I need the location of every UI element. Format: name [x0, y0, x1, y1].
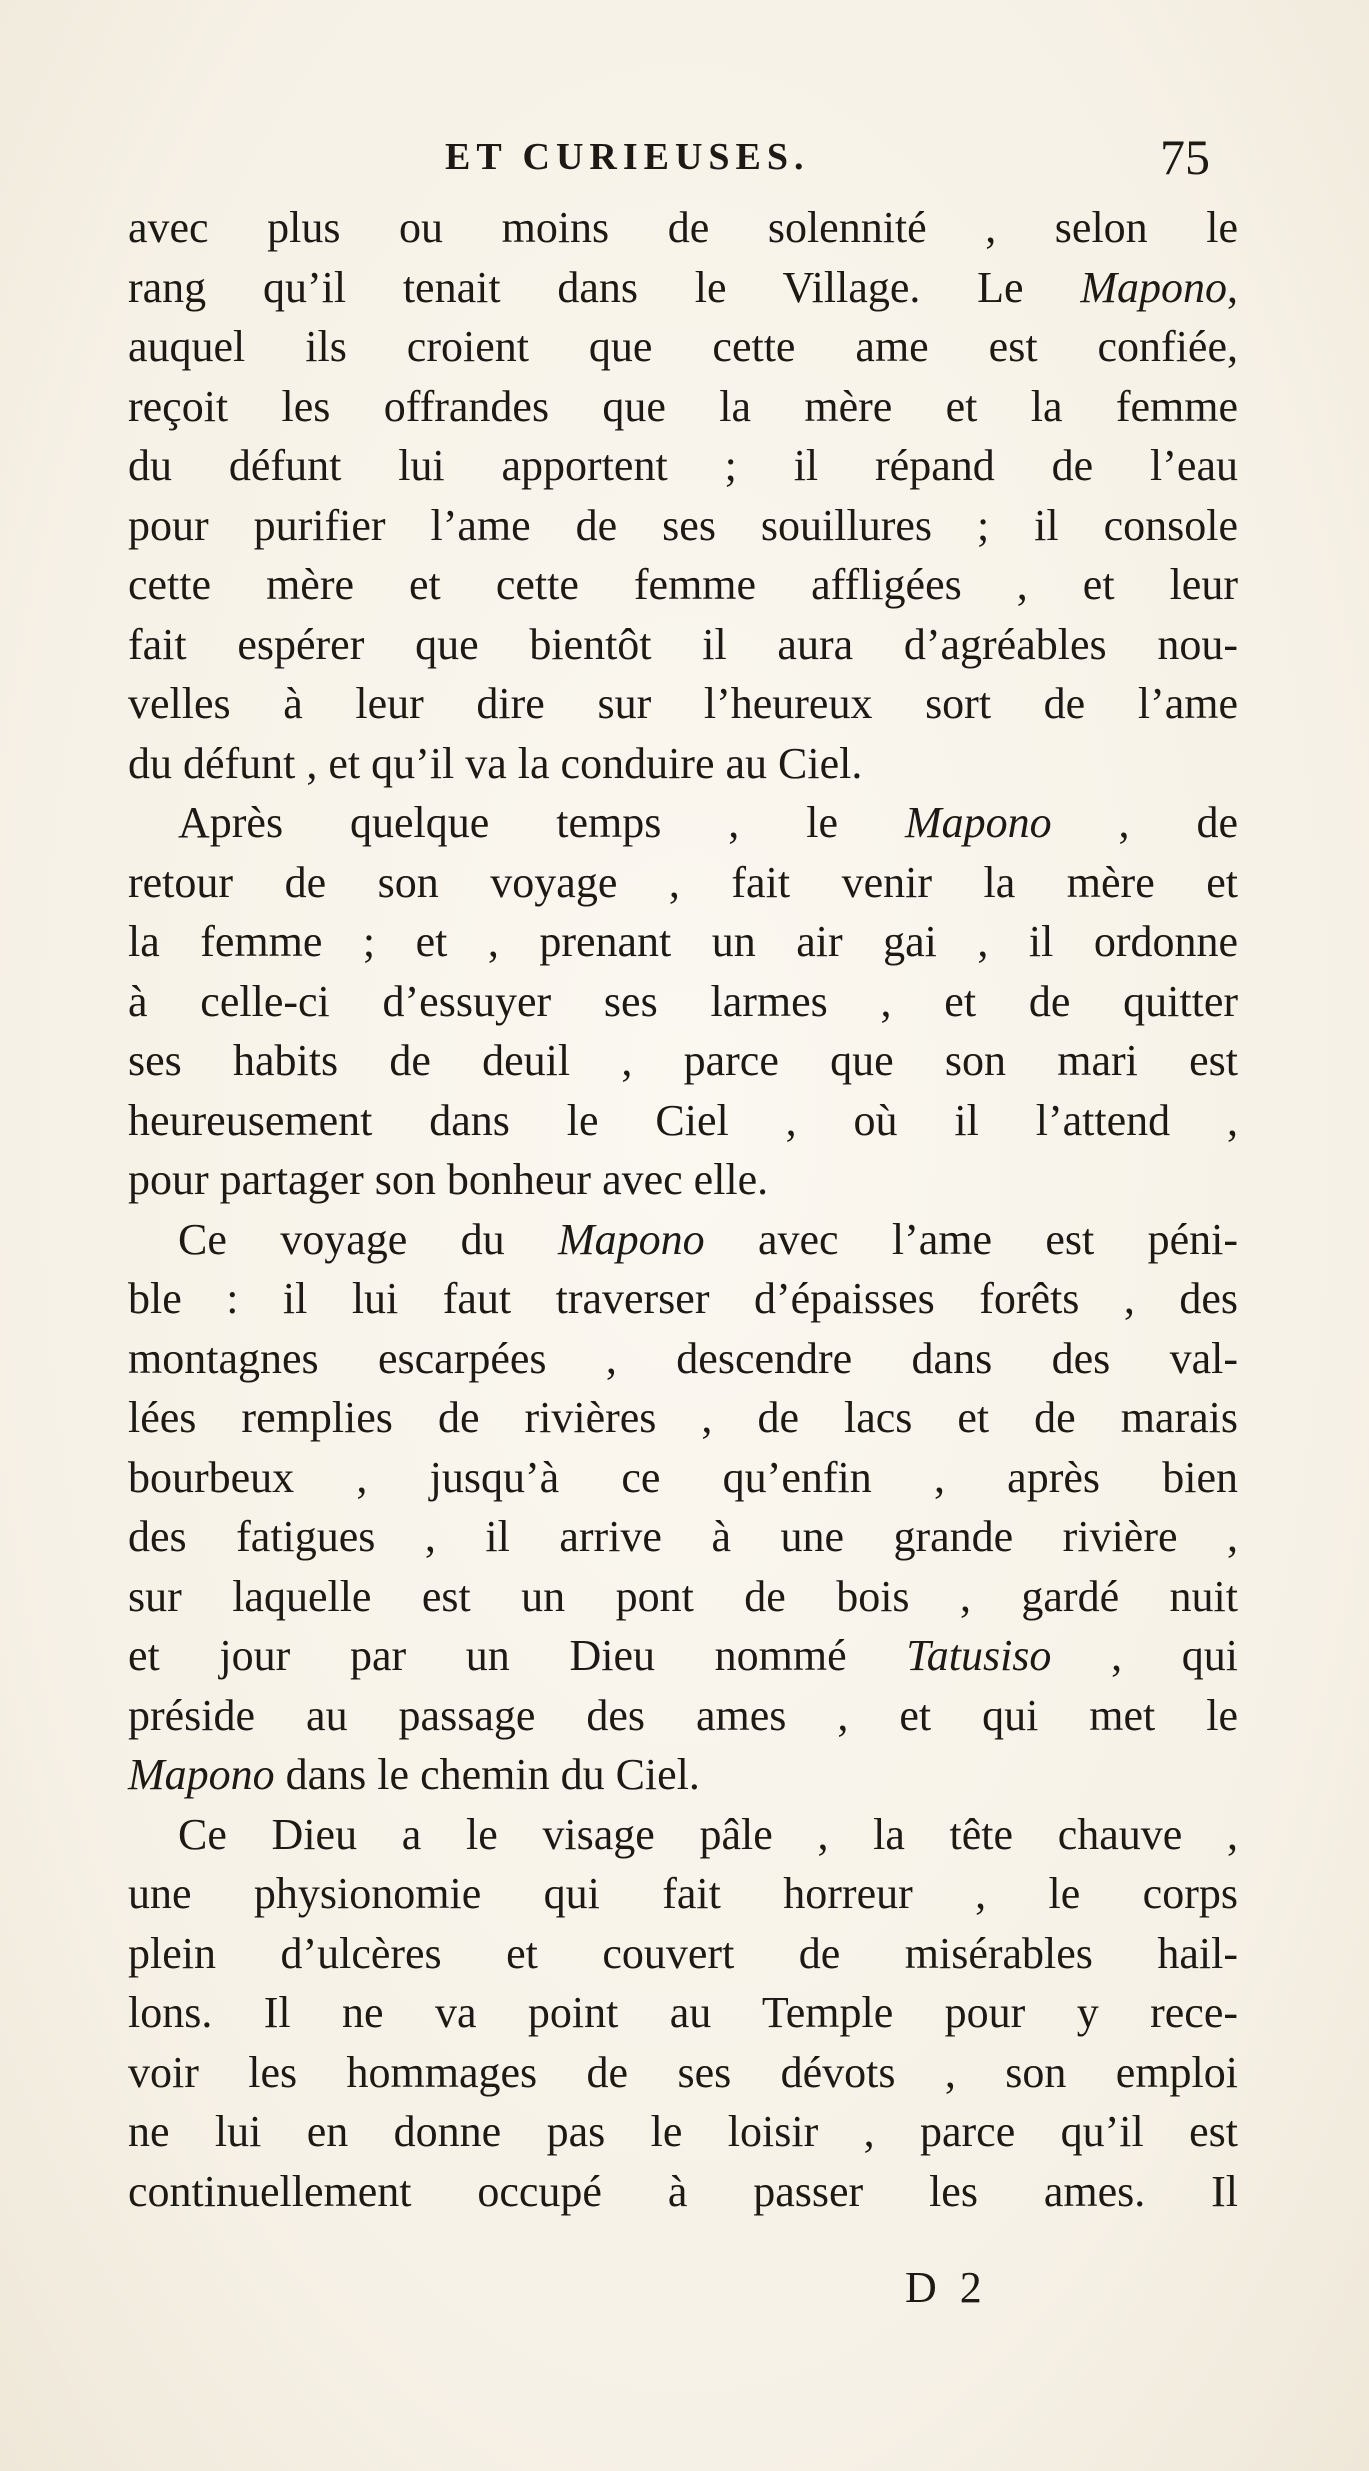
text-line	[128, 258, 1238, 318]
text-line	[128, 1388, 1238, 1448]
text-segment: cette mère et cette femme affligées , et leur	[128, 560, 1238, 609]
body-text	[128, 198, 1238, 2221]
text-line	[128, 1150, 1238, 1210]
page-number: 75	[1160, 129, 1210, 185]
text-line	[128, 2043, 1238, 2103]
text-line	[128, 1091, 1238, 1151]
text-line	[128, 1269, 1238, 1329]
text-segment: préside au passage des ames , et qui met le	[128, 1690, 1238, 1740]
text-line	[128, 198, 1238, 258]
text-segment: et jour par un Dieu nommé	[128, 1631, 907, 1680]
text-segment: rang qu’il tenait dans le Village. Le	[128, 262, 1081, 312]
text-line	[128, 1031, 1238, 1091]
text-line	[128, 555, 1238, 615]
text-line	[128, 734, 1238, 794]
text-line	[128, 972, 1238, 1032]
text-segment: ,	[1227, 262, 1238, 312]
signature-mark: D 2	[905, 2263, 988, 2312]
text-line	[128, 1448, 1238, 1508]
text-line	[128, 1805, 1238, 1865]
text-line	[128, 1686, 1238, 1746]
italic-name: Mapono	[557, 1214, 705, 1264]
text-segment: des fatigues , il arrive à une grande rivière ,	[128, 1512, 1238, 1561]
text-line	[128, 1626, 1238, 1686]
text-segment: fait espérer que bientôt il aura d’agréables nou-	[128, 619, 1238, 669]
text-line	[128, 2102, 1238, 2162]
text-line	[128, 1745, 1238, 1805]
italic-name: Tatusiso	[906, 1631, 1052, 1680]
text-line	[128, 1507, 1238, 1567]
text-segment: avec l’ame est péni-	[704, 1214, 1239, 1264]
text-line	[128, 1329, 1238, 1389]
text-line	[128, 1924, 1238, 1984]
text-segment: dans le chemin du Ciel.	[274, 1750, 700, 1799]
text-segment: du défunt lui apportent ; il répand de l’eau	[128, 441, 1238, 490]
text-segment: voir les hommages de ses dévots , son emploi	[128, 2047, 1238, 2097]
text-segment: avec plus ou moins de solennité , selon le	[128, 203, 1238, 252]
text-segment: ne lui en donne pas le loisir , parce qu’il est	[128, 2107, 1238, 2156]
text-line	[128, 615, 1238, 675]
text-segment: sur laquelle est un pont de bois , gardé nuit	[128, 1571, 1238, 1621]
text-line	[128, 912, 1238, 972]
text-segment: retour de son voyage , fait venir la mère et	[128, 857, 1238, 907]
text-segment: reçoit les offrandes que la mère et la femme	[128, 381, 1238, 431]
text-line	[128, 2162, 1238, 2222]
text-segment: une physionomie qui fait horreur , le corps	[128, 1869, 1238, 1918]
text-line	[128, 1567, 1238, 1627]
text-segment: velles à leur dire sur l’heureux sort de l’ame	[128, 679, 1238, 728]
text-segment: pour partager son bonheur avec elle.	[128, 1155, 769, 1204]
text-line	[128, 674, 1238, 734]
text-line	[128, 377, 1238, 437]
italic-name: Mapono	[128, 1750, 275, 1799]
text-segment: pour purifier l’ame de ses souillures ; il console	[128, 500, 1238, 550]
text-segment: à celle-ci d’essuyer ses larmes , et de quitter	[128, 976, 1238, 1026]
text-segment: du défunt , et qu’il va la conduire au Ciel.	[128, 738, 863, 788]
text-segment: lons. Il ne va point au Temple pour y rece-	[128, 1988, 1238, 2037]
text-line	[128, 1864, 1238, 1924]
text-segment: lées remplies de rivières , de lacs et de marais	[128, 1393, 1238, 1442]
running-head: ET CURIEUSES.	[445, 136, 810, 178]
text-line	[128, 793, 1238, 853]
italic-name: Mapono	[904, 798, 1052, 847]
text-segment: la femme ; et , prenant un air gai , il ordonne	[128, 917, 1238, 966]
text-segment: Ce Dieu a le visage pâle , la tête chauve ,	[178, 1809, 1238, 1859]
text-segment: ble : il lui faut traverser d’épaisses forêts , des	[128, 1274, 1238, 1323]
text-line	[128, 436, 1238, 496]
text-line	[128, 853, 1238, 913]
text-segment: auquel ils croient que cette ame est confiée,	[128, 322, 1238, 371]
text-segment: Ce voyage du	[178, 1214, 558, 1264]
text-segment: bourbeux , jusqu’à ce qu’enfin , après bien	[128, 1452, 1238, 1502]
text-segment: montagnes escarpées , descendre dans des val-	[128, 1333, 1238, 1383]
text-segment: ses habits de deuil , parce que son mari est	[128, 1036, 1238, 1085]
text-segment: , qui	[1051, 1631, 1238, 1680]
text-line	[128, 1983, 1238, 2043]
italic-name: Mapono	[1080, 262, 1227, 312]
text-segment: , de	[1051, 798, 1239, 847]
text-segment: Après quelque temps , le	[178, 798, 905, 847]
text-line	[128, 317, 1238, 377]
text-line	[128, 1210, 1238, 1270]
text-segment: plein d’ulcères et couvert de misérables hail-	[128, 1928, 1238, 1978]
text-line	[128, 496, 1238, 556]
text-segment: continuellement occupé à passer les ames. Il	[128, 2166, 1238, 2216]
text-segment: heureusement dans le Ciel , où il l’attend ,	[128, 1095, 1238, 1145]
